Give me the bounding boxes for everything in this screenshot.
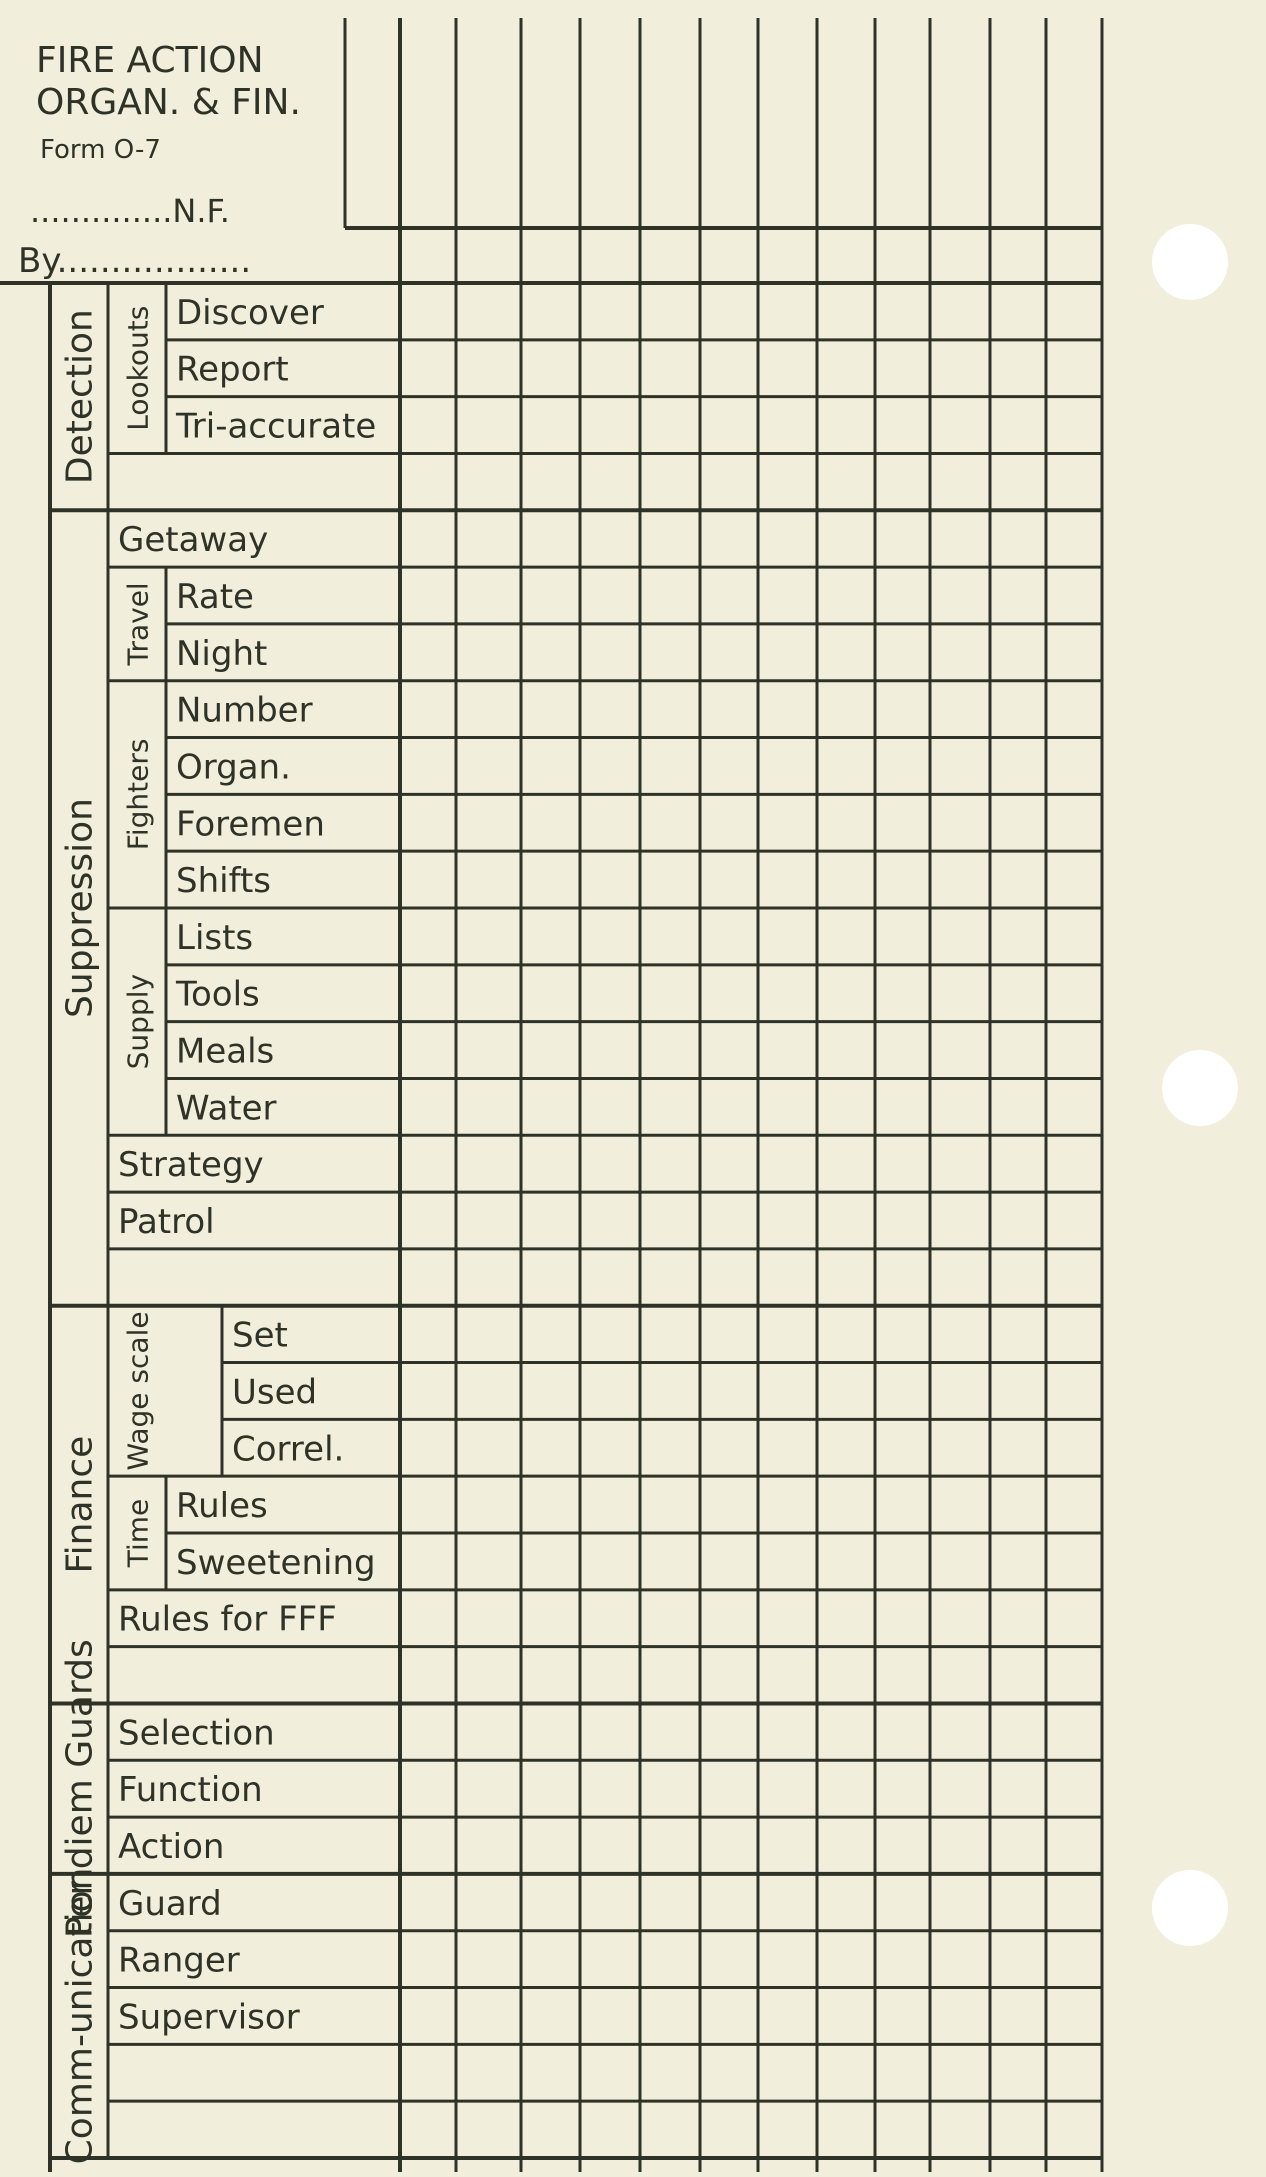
row-label: Getaway [118, 520, 269, 561]
group-label: Lookouts [121, 305, 155, 431]
form-number: Form O-7 [40, 135, 161, 165]
row-label: Selection [118, 1713, 275, 1754]
row-label: Action [118, 1827, 225, 1867]
row-label: Sweetening [176, 1542, 376, 1583]
row-label: Discover [176, 292, 324, 333]
group-label: Fighters [121, 738, 155, 851]
row-label: Patrol [118, 1202, 215, 1242]
section-label: Detection [59, 309, 101, 485]
group-label: Time [121, 1498, 155, 1568]
row-label: Tri-accurate [176, 406, 377, 447]
row-label: Shifts [176, 861, 271, 902]
row-label: Used [232, 1372, 318, 1413]
form-title-line-1: FIRE ACTION [36, 40, 264, 81]
section-label: Finance [59, 1435, 101, 1574]
punch-hole-middle [1162, 1050, 1238, 1126]
row-label: Meals [176, 1031, 275, 1072]
row-label: Correl. [232, 1429, 345, 1470]
row-label: Number [176, 690, 313, 731]
row-label: Guard [118, 1883, 222, 1924]
row-label: Night [176, 633, 268, 674]
row-label: Lists [176, 917, 254, 958]
section-label: Per diem Guards [59, 1639, 101, 1939]
group-label: Wage scale [121, 1311, 155, 1471]
row-label: Rules [176, 1486, 268, 1527]
group-label: Supply [121, 973, 155, 1070]
row-label: Supervisor [118, 1997, 300, 2038]
by-field[interactable]: By.................. [18, 241, 252, 281]
section-label: Comm-unication [59, 1867, 101, 2165]
form-title-line-2: ORGAN. & FIN. [36, 82, 301, 123]
section-label: Suppression [59, 798, 101, 1018]
row-label: Ranger [118, 1940, 240, 1981]
nf-field[interactable]: ..............N.F. [30, 192, 230, 230]
row-label: Report [176, 349, 289, 390]
row-label: Tools [176, 974, 260, 1015]
row-label: Rate [176, 577, 254, 617]
punch-hole-top [1152, 224, 1228, 300]
row-label: Function [118, 1770, 263, 1811]
row-label: Water [176, 1088, 277, 1129]
row-label: Rules for FFF [118, 1599, 337, 1640]
row-label: Foremen [176, 804, 325, 845]
row-label: Strategy [118, 1145, 264, 1186]
group-label: Travel [121, 582, 155, 666]
punch-hole-bottom [1152, 1870, 1228, 1946]
row-label: Organ. [176, 747, 291, 788]
row-label: Set [232, 1315, 288, 1356]
